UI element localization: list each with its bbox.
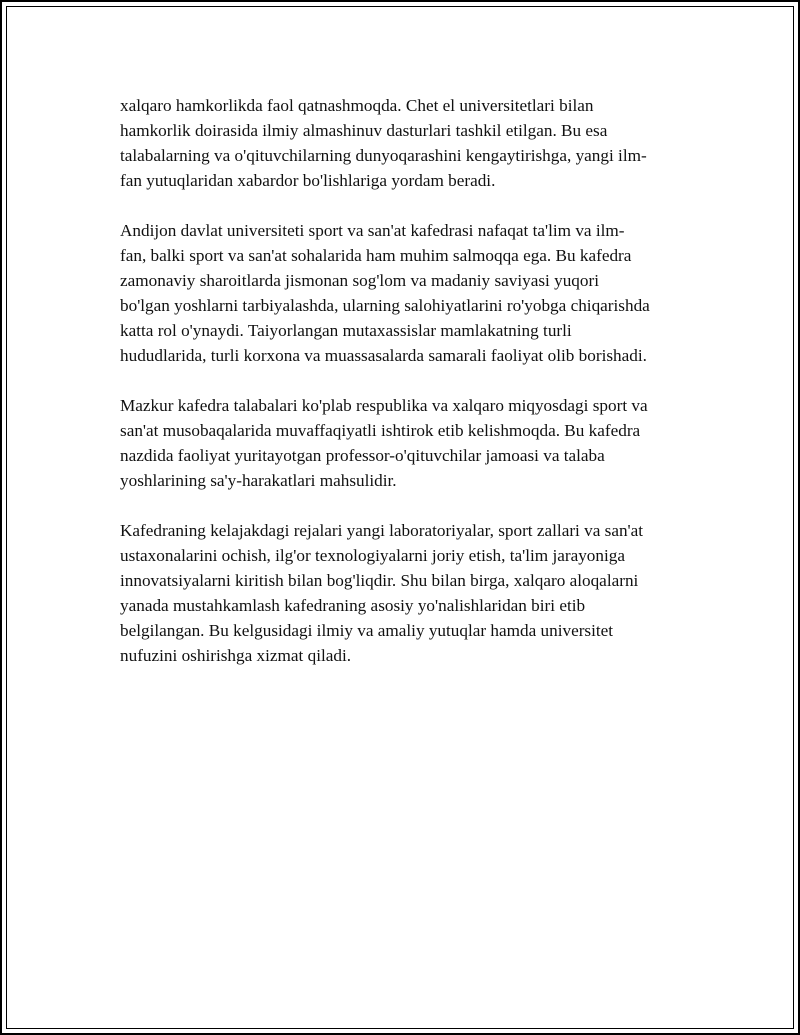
text-line: hududlarida, turli korxona va muassasalarda samarali faoliyat olib borishadi. [120,346,647,365]
text-line: fan yutuqlaridan xabardor bo'lishlariga yordam beradi. [120,171,496,190]
text-line: bo'lgan yoshlarni tarbiyalashda, ularning salohiyatlarini ro'yobga chiqarishda [120,296,650,315]
text-line: talabalarning va o'qituvchilarning dunyoqarashini kengaytirishga, yangi ilm- [120,146,647,165]
paragraph-student-achievements [120,393,695,493]
paragraph-future-plans [120,518,695,668]
text-line: Mazkur kafedra talabalari ko'plab respublika va xalqaro miqyosdagi sport va [120,396,648,415]
text-line: nufuzini oshirishga xizmat qiladi. [120,646,352,665]
paragraph-international-cooperation [120,93,695,193]
document-body [120,93,695,693]
text-line: yanada mustahkamlash kafedraning asosiy yo'nalishlaridan biri etib [120,596,586,615]
text-line: hamkorlik doirasida ilmiy almashinuv dasturlari tashkil etilgan. Bu esa [120,121,608,140]
text-line: nazdida faoliyat yuritayotgan professor-o'qituvchilar jamoasi va talaba [120,446,605,465]
text-line: yoshlarining sa'y-harakatlari mahsulidir. [120,471,397,490]
text-line: san'at musobaqalarida muvaffaqiyatli ishtirok etib kelishmoqda. Bu kafedra [120,421,641,440]
text-line: Andijon davlat universiteti sport va san'at kafedrasi nafaqat ta'lim va ilm- [120,221,625,240]
text-line: Kafedraning kelajakdagi rejalari yangi laboratoriyalar, sport zallari va san'at [120,521,644,540]
text-line: belgilangan. Bu kelgusidagi ilmiy va amaliy yutuqlar hamda universitet [120,621,614,640]
text-line: katta rol o'ynaydi. Taiyorlangan mutaxassislar mamlakatning turli [120,321,572,340]
text-line: zamonaviy sharoitlarda jismonan sog'lom va madaniy saviyasi yuqori [120,271,599,290]
text-line: fan, balki sport va san'at sohalarida ham muhim salmoqqa ega. Bu kafedra [120,246,632,265]
text-line: ustaxonalarini ochish, ilg'or texnologiyalarni joriy etish, ta'lim jarayoniga [120,546,625,565]
text-line: xalqaro hamkorlikda faol qatnashmoqda. Chet el universitetlari bilan [120,96,594,115]
paragraph-department-role [120,218,695,368]
text-line: innovatsiyalarni kiritish bilan bog'liqdir. Shu bilan birga, xalqaro aloqalarni [120,571,639,590]
